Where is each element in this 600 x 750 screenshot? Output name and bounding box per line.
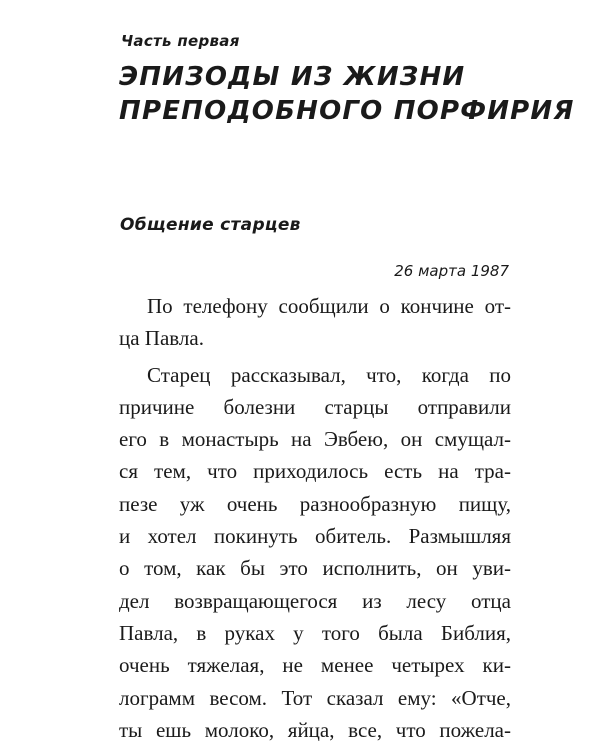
text-line: о том, как бы это исполнить, он уви-: [119, 556, 511, 581]
section-title: Общение старцев: [120, 215, 301, 235]
entry-date: 26 марта 1987: [394, 262, 509, 280]
text-line: Старец рассказывал, что, когда по: [147, 362, 511, 387]
paragraph: [119, 290, 511, 355]
text-line: лограмм весом. Тот сказал ему: «Отче,: [119, 685, 511, 710]
text-line: По телефону сообщили о кончине от-: [147, 294, 511, 318]
text-line: и хотел покинуть обитель. Размышляя: [119, 524, 511, 549]
text-line: дел возвращающегося из лесу отца: [119, 588, 511, 613]
text-line: пезе уж очень разнообразную пищу,: [119, 491, 511, 516]
text-line: очень тяжелая, не менее четырех ки-: [119, 653, 511, 678]
paragraph: [119, 359, 511, 747]
chapter-title: [119, 60, 575, 128]
text-line: Павла, в руках у того была Библия,: [119, 620, 511, 645]
text-line: ца Павла.: [119, 326, 204, 351]
part-label: Часть первая: [121, 32, 240, 50]
text-line: причине болезни старцы отправили: [119, 394, 511, 419]
body-text: [119, 290, 511, 746]
chapter-title-line: ЭПИЗОДЫ ИЗ ЖИЗНИ: [119, 62, 466, 92]
text-line: ты ешь молоко, яйца, все, что пожела-: [119, 717, 511, 742]
text-line: его в монастырь на Эвбею, он смущал-: [119, 427, 511, 452]
text-line: ся тем, что приходилось есть на тра-: [119, 459, 511, 484]
chapter-title-line: ПРЕПОДОБНОГО ПОРФИРИЯ: [119, 96, 575, 126]
